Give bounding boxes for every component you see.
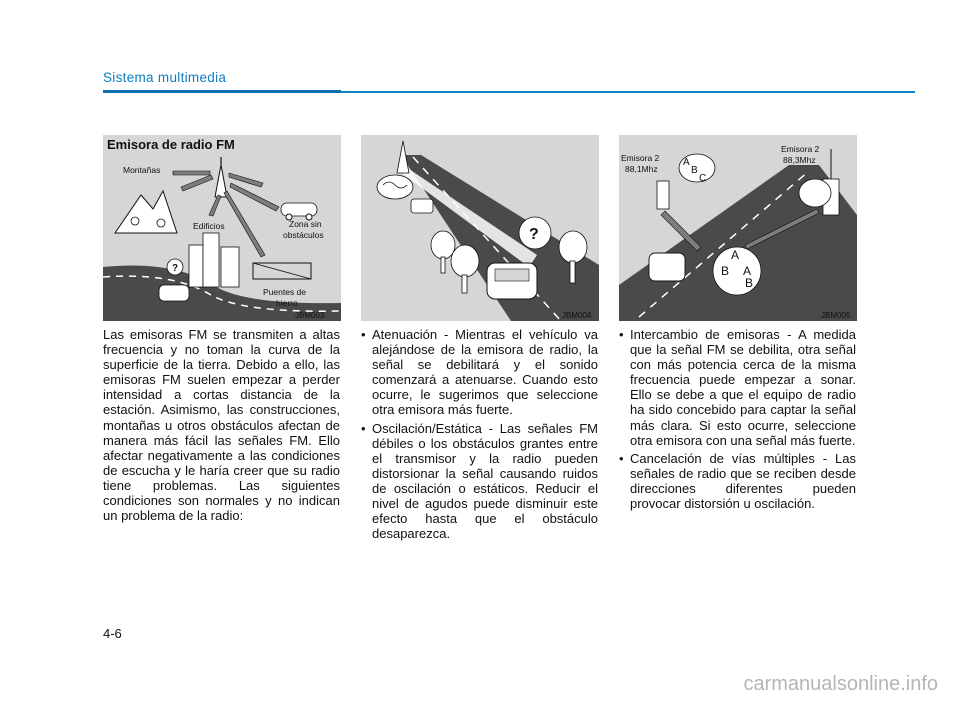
letter-b: B xyxy=(691,165,698,176)
column-2-list xyxy=(361,327,598,541)
figure-station-swapping xyxy=(619,135,857,321)
header-rule-dark xyxy=(103,90,341,93)
figure-fading-illustration xyxy=(361,135,599,321)
figure-code: JBM004 xyxy=(562,311,592,320)
figure-fm-station xyxy=(103,135,341,321)
figure-fm-station-illustration xyxy=(103,135,341,321)
label-mountains: Montañas xyxy=(123,165,161,175)
label-bridges-2: hierro xyxy=(276,298,298,308)
letter-c: C xyxy=(699,173,707,184)
list-item-station-swap: • Intercambio de emisoras - A medida que la señal FM se debilita, otra señal con más potencia cerca de la misma frecuencia puede empezar a sonar. Ello se debe a que el equipo de radio ha sido concebido para captar la señal más clara. Si esto ocurre, seleccione otra emisora con una señal más fuerte. xyxy=(619,327,856,448)
label-bridges-1: Puentes de xyxy=(263,287,307,297)
question-mark-icon: ? xyxy=(172,263,179,274)
column-2 xyxy=(361,327,598,544)
label-buildings: Edificios xyxy=(193,221,225,231)
figure-code: JBM003 xyxy=(295,311,325,320)
figure-station-swapping-illustration xyxy=(619,135,857,321)
svg-text:A: A xyxy=(731,248,740,262)
page-number: 4-6 xyxy=(103,626,122,641)
list-item-multipath: • Cancelación de vías múltiples - Las señales de radio que se reciben desde direcciones diferentes pueden provocar distorsión u oscilación. xyxy=(619,451,856,511)
figure-code: JBM005 xyxy=(821,311,851,320)
svg-text:A: A xyxy=(743,264,752,278)
svg-text:B: B xyxy=(745,276,754,290)
section-title: Sistema multimedia xyxy=(103,70,227,85)
figure-fading xyxy=(361,135,599,321)
figure-title: Emisora de radio FM xyxy=(107,137,235,152)
question-mark-icon: ? xyxy=(529,226,539,243)
header-rule-light xyxy=(341,91,915,93)
label-station-right-freq: 88,3Mhz xyxy=(783,155,816,165)
intro-paragraph: Las emisoras FM se transmiten a altas frecuencia y no toman la curva de la superficie de la tierra. Debido a ello, las emisoras FM suelen empezar a perder intensidad a cortas distancia de la estación. Asimismo, las construcciones, montañas u otros obstáculos afectan de manera más fácil las señales FM. Ello afectar negativamente a las condiciones de escucha y le haría creer que su radio tiene problemas. Las siguientes condiciones son normales y no indican un problema de la radio: xyxy=(103,327,340,524)
letter-a: A xyxy=(683,157,690,168)
label-station-left-freq: 88,1Mhz xyxy=(625,164,658,174)
label-station-left-name: Emisora 2 xyxy=(621,153,660,163)
column-3 xyxy=(619,327,856,514)
watermark: carmanualsonline.info xyxy=(743,673,938,695)
label-station-right-name: Emisora 2 xyxy=(781,144,820,154)
column-1 xyxy=(103,327,340,523)
column-3-list xyxy=(619,327,856,511)
list-item-fading: • Atenuación - Mientras el vehículo va alejándose de la emisora de radio, la señal se debilitará y el sonido comenzará a atenuarse. Cuando esto ocurre, le sugerimos que seleccione otra emisora más fuerte. xyxy=(361,327,598,418)
svg-text:B: B xyxy=(721,264,730,278)
label-dead-zone-2: obstáculos xyxy=(283,230,324,240)
label-dead-zone-1: Zona sin xyxy=(289,219,322,229)
list-item-static: • Oscilación/Estática - Las señales FM débiles o los obstáculos grantes entre el transmisor y la radio pueden distorsionar la señal causando ruidos de oscilación o estáticos. Reducir el nivel de agudos puede disminuir este efecto hasta que el obstáculo desaparezca. xyxy=(361,421,598,542)
